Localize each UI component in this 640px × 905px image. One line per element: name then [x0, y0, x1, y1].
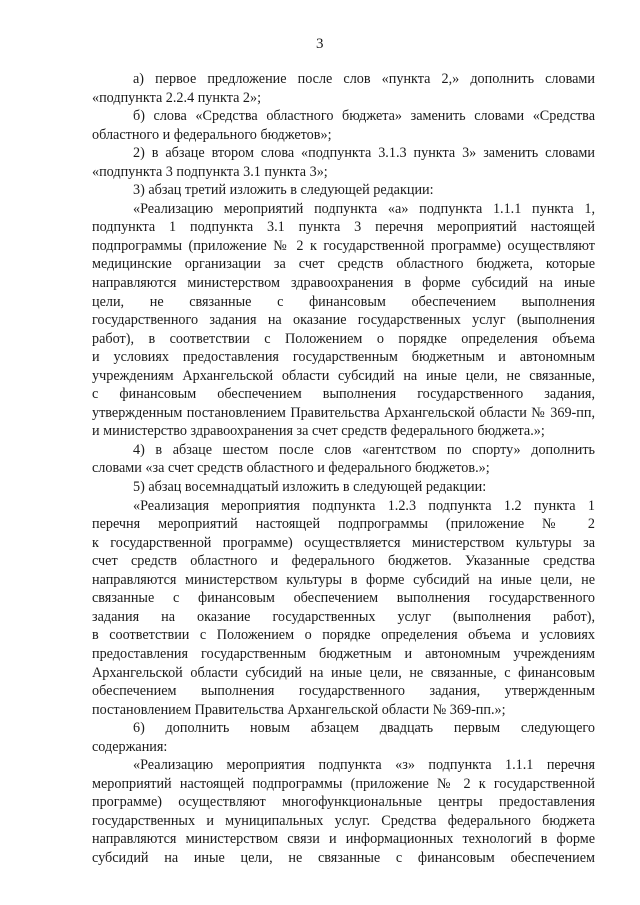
- text-line: областного и федерального бюджетов»;: [92, 126, 332, 143]
- text-line: и министерство здравоохранения за счет средств федерального бюджета.»;: [92, 423, 545, 440]
- text-line: 3) абзац третий изложить в следующей редакции:: [133, 182, 434, 199]
- text-line: 6) дополнить новым абзацем двадцать первым следующего: [133, 720, 595, 737]
- text-line: цели, не связанные с финансовым обеспечением выполнения: [92, 293, 595, 310]
- text-line: в соответствии с Положением о порядке определения объема и условиях: [92, 627, 595, 644]
- text-line: счет средств областного и федерального бюджетов. Указанные средства: [92, 553, 595, 570]
- text-line: Архангельской области субсидий на иные цели, не связанные, с финансовым: [92, 664, 595, 681]
- text-line: мероприятий настоящей подпрограммы (приложение № 2 к государственной: [92, 775, 595, 792]
- text-line: и условиях предоставления государственным бюджетным и автономным: [92, 349, 595, 366]
- text-line: 4) в абзаце шестом после слов «агентством по спорту» дополнить: [133, 441, 595, 458]
- text-line: предоставления государственным бюджетным и автономным учреждениям: [92, 645, 595, 662]
- text-line: субсидий на иные цели, не связанные с финансовым обеспечением: [92, 849, 595, 866]
- text-line: с финансовым обеспечением выполнения государственного задания,: [92, 386, 595, 403]
- text-line: утвержденным постановлением Правительства Архангельской области № 369-пп,: [92, 404, 595, 421]
- text-line: «подпункта 2.2.4 пункта 2»;: [92, 89, 262, 106]
- text-line: государственного задания на оказание государственных услуг (выполнения: [92, 312, 595, 329]
- text-line: 2) в абзаце втором слова «подпункта 3.1.3 пункта 3» заменить словами: [133, 145, 595, 162]
- text-line: программе) осуществляют многофункциональные центры предоставления: [92, 794, 595, 811]
- document-body: [92, 70, 595, 868]
- text-line: направляются министерством культуры в форме субсидий на иные цели, не: [92, 571, 595, 588]
- text-line: а) первое предложение после слов «пункта 2,» дополнить словами: [133, 71, 595, 87]
- text-line: государственных и муниципальных услуг. Средства федерального бюджета: [92, 812, 595, 829]
- text-line: словами «за счет средств областного и федерального бюджетов.»;: [92, 460, 490, 477]
- text-line: работ), в соответствии с Положением о порядке определения объема: [92, 330, 595, 347]
- text-line: подпрограммы (приложение № 2 к государственной программе) осуществляют: [92, 237, 595, 254]
- text-line: 5) абзац восемнадцатый изложить в следующей редакции:: [133, 479, 487, 496]
- text-line: задания на оказание государственных услуг (выполнения работ),: [92, 608, 595, 625]
- text-line: постановлением Правительства Архангельской области № 369-пп.»;: [92, 701, 506, 718]
- text-line: «Реализацию мероприятия подпункта «з» подпункта 1.1.1 перечня: [133, 757, 595, 774]
- text-line: подпункта 1 подпункта 3.1 пункта 3 перечня мероприятий настоящей: [92, 219, 595, 236]
- text-line: учреждениям Архангельской области субсидий на иные цели, не связанные,: [92, 367, 595, 384]
- text-line: к государственной программе) осуществляется министерством культуры за: [92, 534, 595, 551]
- text-line: направляются министерством связи и информационных технологий в форме: [92, 831, 595, 848]
- text-line: перечня мероприятий настоящей подпрограммы (приложение № 2: [92, 516, 595, 533]
- text-line: медицинские организации за счет средств областного бюджета, которые: [92, 256, 595, 273]
- page-number: 3: [316, 36, 324, 52]
- text-line: б) слова «Средства областного бюджета» заменить словами «Средства: [133, 108, 595, 125]
- text-line: содержания:: [92, 738, 168, 755]
- text-line: «подпункта 3 подпункта 3.1 пункта 3»;: [92, 163, 328, 180]
- text-line: «Реализацию мероприятий подпункта «а» подпункта 1.1.1 пункта 1,: [133, 200, 595, 217]
- text-line: обеспечением выполнения государственного задания, утвержденным: [92, 683, 595, 700]
- text-line: «Реализация мероприятия подпункта 1.2.3 подпункта 1.2 пункта 1: [133, 497, 595, 514]
- text-line: связанные с финансовым обеспечением выполнения государственного: [92, 590, 595, 607]
- text-line: направляются министерством здравоохранения в форме субсидий на иные: [92, 275, 595, 292]
